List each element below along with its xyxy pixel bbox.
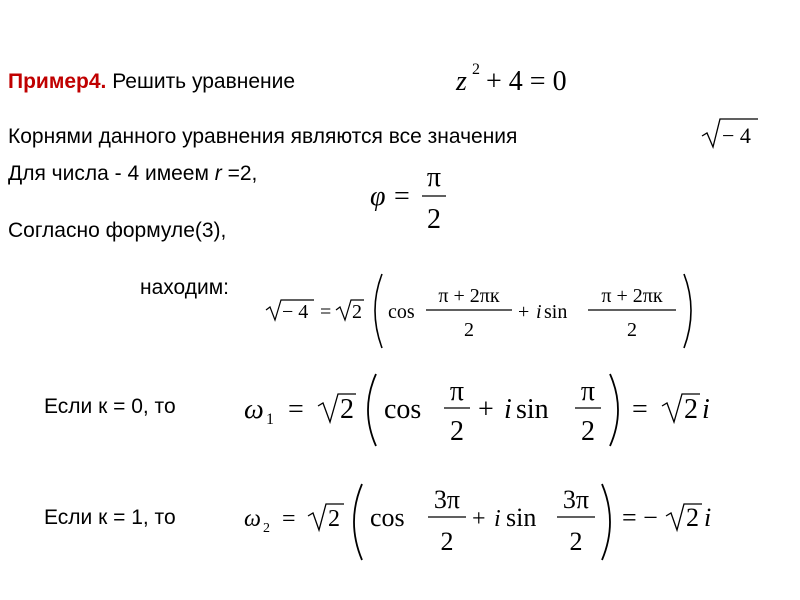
case1-sub: 2 [263,521,270,536]
sqrt-minus4-svg [700,116,760,150]
general-plus: + [518,301,530,323]
case0-res-i: i [702,394,710,425]
case1-text: Если к = 1, то [44,506,176,529]
sqrt-arg: − 4 [722,123,751,148]
example-label: Пример4. [8,70,107,93]
eq-var: z [456,66,467,97]
case0-den1: 2 [450,416,464,447]
eq-exp: 2 [472,61,480,78]
case0-sin: sin [516,394,549,425]
case0-num2: π [580,376,596,407]
example-heading [8,70,295,92]
case1-omega: ω [244,506,261,532]
phi-den: 2 [427,204,441,235]
roots-text: Корнями данного уравнения являются все значения [8,125,518,148]
general-cos: cos [388,301,415,323]
case0-num1: π [449,376,465,407]
case1-i: i [494,506,501,532]
number-line [8,163,257,184]
case1-den1: 2 [440,527,454,556]
case0-res-coef: 2 [684,394,698,425]
case0-omega: ω [244,394,264,425]
case1-res-coef: 2 [686,503,699,532]
case1-num2: 3π [562,485,590,514]
case0-coef: 2 [340,394,354,425]
case1-eq2: = − [622,503,658,532]
case1-den2: 2 [569,527,583,556]
eq-rest: + 4 = 0 [486,66,567,97]
case1-plus: + [472,506,486,532]
case1-num1: 3π [433,485,461,514]
general-formula-svg [264,270,704,352]
general-den2: 2 [627,319,637,341]
number-prefix: Для числа - 4 имеем [8,162,215,185]
case0-formula-svg [244,370,744,450]
case1-coef: 2 [328,506,340,532]
general-lhs: − 4 [282,301,309,323]
sqrt-minus4 [700,116,760,155]
general-num1: π + 2πк [438,285,500,307]
case0-formula [244,370,744,455]
phi-num: π [426,162,442,193]
case1-sin: sin [506,503,537,532]
case0-plus: + [478,394,494,425]
phi-eq: = [394,181,410,212]
find-label: находим: [140,276,230,299]
case0-eq2: = [632,394,648,425]
case0-i: i [504,394,512,425]
case0-den2: 2 [581,416,595,447]
general-i: i [536,301,542,323]
case1-formula [244,480,744,569]
case0-cos: cos [384,394,422,425]
general-coef: 2 [352,301,362,323]
phi-formula [370,160,450,241]
phi-symbol: φ [370,181,386,212]
equation-z2-svg [456,62,586,96]
case0-eq: = [288,394,304,425]
phi-formula-svg [370,160,450,236]
general-formula [264,270,704,357]
equation-z2 [456,62,586,96]
general-den1: 2 [464,319,474,341]
formula-reference: Согласно формуле(3), [8,219,227,242]
example-task: Решить уравнение [106,70,296,93]
number-suffix: =2, [221,162,258,185]
case1-res-i: i [704,503,712,532]
general-eq: = [320,301,332,323]
r-variable: r [214,162,222,185]
general-num2: π + 2πк [601,285,663,307]
case0-text: Если к = 0, то [44,395,176,418]
general-sin: sin [544,301,568,323]
case1-eq: = [282,506,296,532]
case0-sub: 1 [266,411,274,428]
case1-cos: cos [370,503,405,532]
case1-formula-svg [244,480,744,564]
